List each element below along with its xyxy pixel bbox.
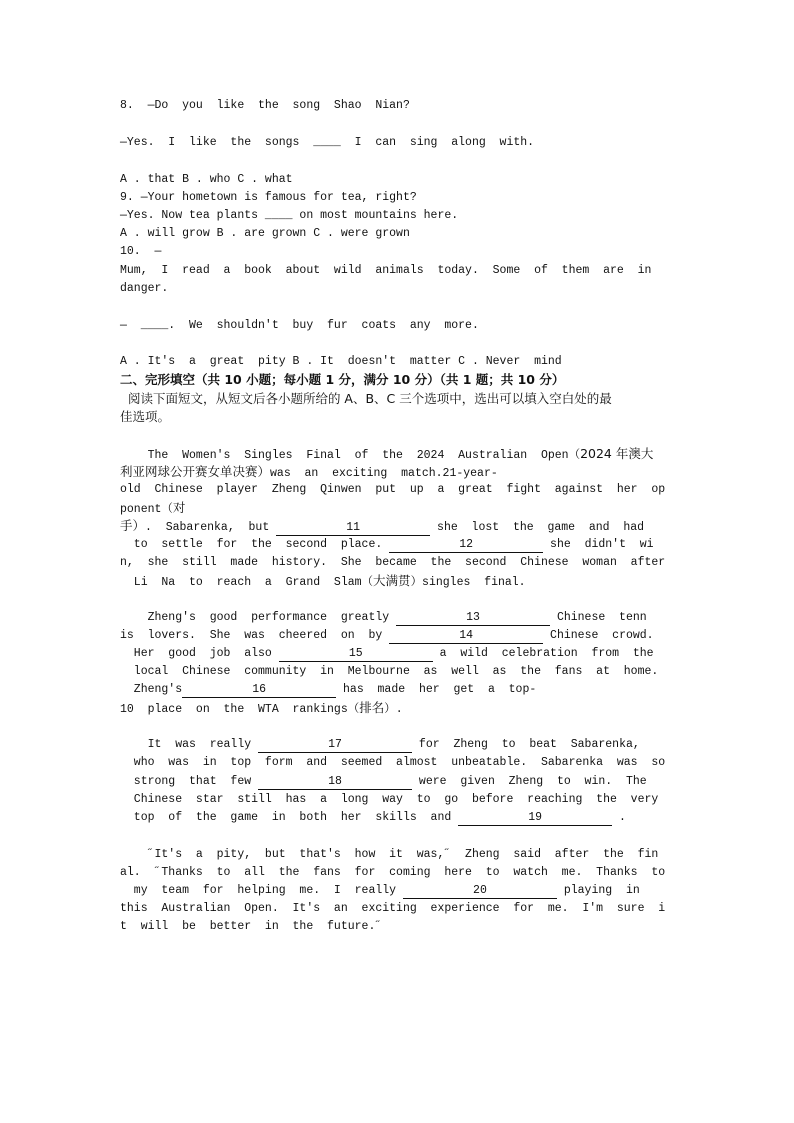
passage-text: is lovers. She was cheered on by [120, 629, 390, 642]
passage-text: ）singles final. [410, 576, 526, 589]
passage-p2-line5 [120, 681, 680, 699]
blank-17[interactable]: 17 [258, 738, 412, 753]
q10-stem: 10. — [120, 245, 162, 258]
passage-text: was an exciting match.21-year- [270, 467, 498, 480]
blank-15[interactable]: 15 [279, 647, 433, 662]
blank-13[interactable]: 13 [396, 611, 550, 626]
blank-20[interactable]: 20 [403, 884, 557, 899]
passage-p2-line3 [120, 645, 680, 663]
passage-text: ）. [384, 703, 403, 716]
passage-cn-text: 排名 [359, 700, 385, 715]
passage-cn-text: 对 [172, 500, 186, 515]
passage-text: Chinese tenn [550, 611, 647, 624]
passage-p3-line5 [120, 809, 680, 827]
passage-text: for Zheng to beat Sabarenka, [412, 738, 640, 751]
passage-p2-line2 [120, 627, 680, 645]
passage-p1-line6 [120, 536, 680, 554]
passage-p1-line3: old Chinese player Zheng Qinwen put up a great fight against her op [120, 483, 666, 496]
passage-p1-line5 [120, 517, 680, 537]
passage-p4-line4: this Australian Open. It's an exciting experience for me. I'm sure i [120, 902, 666, 915]
passage-text: 10 place on the WTA rankings（ [120, 703, 360, 716]
passage-cn-text: 大满贯 [373, 573, 411, 588]
passage-text: . [612, 811, 626, 824]
passage-p4-line5: t will be better in the future.˝ [120, 920, 383, 933]
q8-options: A . that B . who C . what [120, 173, 293, 186]
q8-stem: 8. —Do you like the song Shao Nian? [120, 99, 410, 112]
passage-p4-line3 [120, 882, 680, 900]
passage-p4-line2: al. ˝Thanks to all the fans for coming here to watch me. Thanks to [120, 866, 666, 879]
passage-text: Li Na to reach a Grand Slam（ [120, 576, 374, 589]
q10-stem-line2: Mum, I read a book about wild animals today. Some of them are in [120, 264, 652, 277]
passage-text: she didn't wi [543, 538, 654, 551]
passage-p1-line1 [120, 445, 680, 465]
q9-stem: 9. —Your hometown is famous for tea, right? [120, 191, 417, 204]
passage-text: It was really [120, 738, 259, 751]
passage-text: top of the game in both her skills and [120, 811, 459, 824]
blank-19[interactable]: 19 [458, 811, 612, 826]
passage-text: has made her get a top- [336, 683, 537, 696]
passage-p4-line1: ˝It's a pity, but that's how it was,˝ Zheng said after the fin [120, 848, 659, 861]
passage-text: strong that few [120, 775, 259, 788]
passage-text: to settle for the second place. [120, 538, 390, 551]
passage-text: Her good job also [120, 647, 279, 660]
passage-cn-text: 利亚网球公开赛女单决赛） [120, 464, 271, 479]
q9-options: A . will grow B . are grown C . were grown [120, 227, 410, 240]
passage-text: my team for helping me. I really [120, 884, 403, 897]
blank-18[interactable]: 18 [258, 775, 412, 790]
section-instruction-line2: 佳选项。 [120, 409, 171, 424]
passage-p3-line2: who was in top form and seemed almost unbeatable. Sabarenka was so [120, 756, 666, 769]
passage-p3-line3 [120, 773, 680, 791]
passage-text: a wild celebration from the [432, 647, 654, 660]
blank-14[interactable]: 14 [389, 629, 543, 644]
section-heading: 二、完形填空（共 10 小题；每小题 1 分，满分 10 分）（共 1 题；共 10 分） [120, 372, 565, 387]
passage-p2-line6 [120, 699, 680, 719]
passage-text: . Sabarenka, but [145, 521, 277, 534]
q10-reply: — ____. We shouldn't buy fur coats any more. [120, 319, 479, 332]
passage-text: she lost the game and had [430, 521, 645, 534]
passage-cn-text: 手） [120, 518, 146, 533]
q8-reply: —Yes. I like the songs ____ I can sing along with. [120, 136, 535, 149]
passage-text: were given Zheng to win. The [412, 775, 647, 788]
passage-text: Zheng's [120, 683, 183, 696]
section-instruction: 阅读下面短文，从短文后各小题所给的 A、B、C 三个选项中，选出可以填入空白处的最 [120, 391, 612, 406]
q9-reply: —Yes. Now tea plants ____ on most mountains here. [120, 209, 459, 222]
q10-stem-line3: danger. [120, 282, 169, 295]
passage-p3-line1 [120, 736, 680, 754]
blank-11[interactable]: 11 [276, 521, 430, 536]
passage-cn-text: 2024 年澳大 [580, 446, 654, 461]
passage-p1-line7: n, she still made history. She became the second Chinese woman after [120, 556, 666, 569]
passage-text: Chinese crowd. [543, 629, 654, 642]
passage-p1-line8 [120, 572, 680, 592]
blank-16[interactable]: 16 [182, 683, 336, 698]
passage-p1-line2 [120, 463, 680, 483]
q10-options: A . It's a great pity B . It doesn't matter C . Never mind [120, 355, 562, 368]
passage-text: The Women's Singles Final of the 2024 Australian Open（ [120, 449, 581, 462]
passage-p1-line4 [120, 499, 680, 519]
passage-p3-line4: Chinese star still has a long way to go before reaching the very [120, 793, 659, 806]
passage-p2-line1 [120, 609, 680, 627]
blank-12[interactable]: 12 [389, 538, 543, 553]
passage-text: Zheng's good performance greatly [120, 611, 397, 624]
passage-text: playing in [556, 884, 640, 897]
passage-p2-line4: local Chinese community in Melbourne as well as the fans at home. [120, 665, 659, 678]
passage-text: ponent（ [120, 503, 173, 516]
